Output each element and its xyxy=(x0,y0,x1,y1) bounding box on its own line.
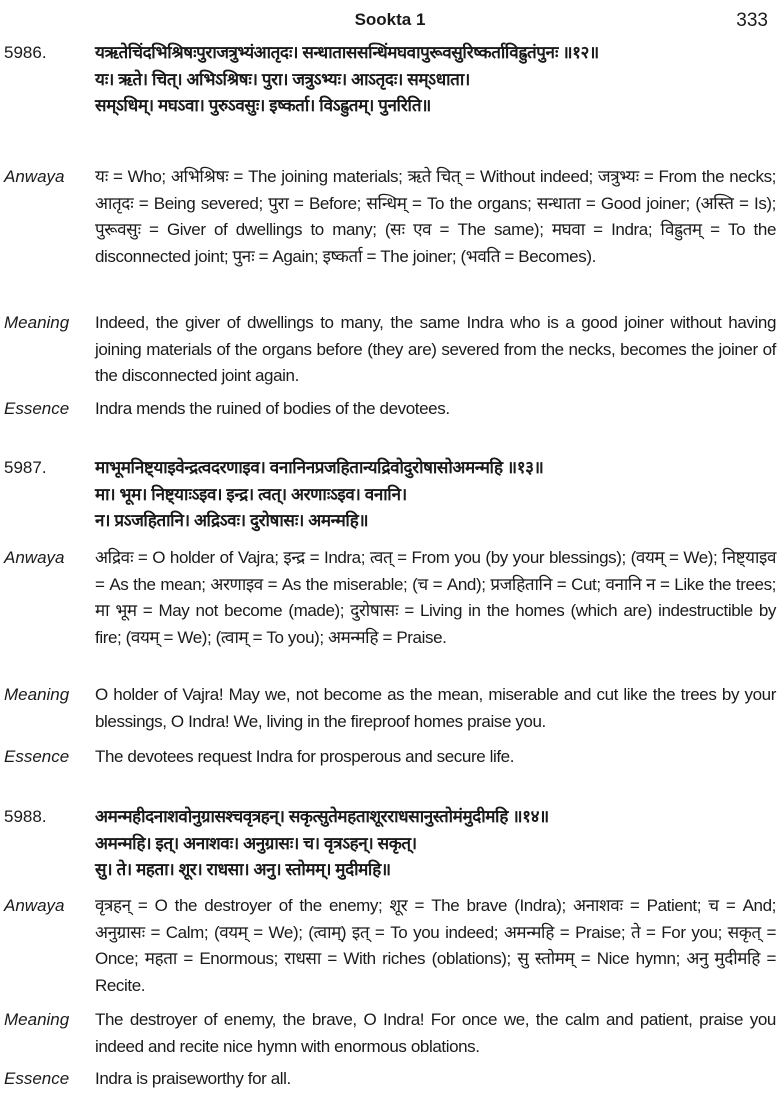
verse-number: 5987. xyxy=(4,458,47,477)
verse-5986-essence xyxy=(4,396,776,423)
anwaya-label: Anwaya xyxy=(4,167,65,186)
sanskrit-line: सु। ते। महता। शूर। राधसा। अनु। स्तोमम्। मुदीमहि॥ xyxy=(95,860,391,879)
meaning-text: The destroyer of enemy, the brave, O Indra! For once we, the calm and patient, praise you indeed and recite nice hymn with enormous oblations. xyxy=(95,1010,776,1056)
sanskrit-line: न। प्रऽजहितानि। अद्रिऽवः। दुरोषासः। अमन्महि॥ xyxy=(95,511,369,530)
anwaya-text: अद्रिवः = O holder of Vajra; इन्द्र = Indra; त्वत् = From you (by your blessings); (वयम् = We); निष्ट्याइव = As the mean; अरणाइव = As the miserable; (च = And); प्रजहितानि = Cut; वनानि न = Like the trees; मा भूम = May not become (made); दुरोषासः = Living in the homes (which are) indestructible by fire; (वयम् = We); (त्वाम् = To you); अमन्महि = Praise. xyxy=(95,548,776,647)
sanskrit-line: माभूमनिष्ट्याइवेन्द्रत्वदरणाइव। वनानिनप्रजहितान्यद्रिवोदुरोषासोअमन्महि ॥१३॥ xyxy=(95,458,544,477)
verse-5988-essence xyxy=(4,1066,776,1093)
essence-label: Essence xyxy=(4,1069,70,1088)
verse-5988-anwaya xyxy=(4,893,776,999)
verse-5988-meaning xyxy=(4,1007,776,1060)
sanskrit-line: मा। भूम। निष्ट्याःऽइव। इन्द्र। त्वत्। अरणाःऽइव। वनानि। xyxy=(95,484,407,504)
verse-5987-meaning xyxy=(4,682,776,735)
sanskrit-line: सम्ऽधिम्। मघऽवा। पुरुऽवसुः। इष्कर्ता। विऽह्रुतम्। पुनरिति॥ xyxy=(95,96,431,115)
verse-5987-essence xyxy=(4,744,776,771)
meaning-text: Indeed, the giver of dwellings to many, the same Indra who is a good joiner without having joining materials of the organs before (they are) severed from the necks, becomes the joiner of the disconnected joint again. xyxy=(95,313,776,385)
anwaya-text: वृत्रहन् = O the destroyer of the enemy; शूर = The brave (Indra); अनाशवः = Patient; च = And; अनुग्रासः = Calm; (वयम् = We); (त्वाम्) इत् = To you indeed; अमन्महि = Praise; ते = For you; सकृत् = Once; महता = Enormous; राधसा = With riches (oblations); सु स्तोमम् = Nice hymn; अनु मुदीमहि = Recite. xyxy=(95,896,776,995)
verse-5986-meaning xyxy=(4,310,776,390)
meaning-label: Meaning xyxy=(4,1010,70,1029)
anwaya-text: यः = Who; अभिश्रिषः = The joining materials; ऋते चित् = Without indeed; जत्रुभ्यः = From the necks; आतृदः = Being severed; पुरा = Before; सन्धिम् = To the organs; सन्धाता = Good joiner; (अस्ति = Is); पुरूवसुः = Giver of dwellings to many; (सः एव = The same); मघवा = Indra; विह्रुतम् = To the disconnected joint; पुनः = Again; इष्कर्ता = The joiner; (भवति = Becomes). xyxy=(95,167,776,266)
sanskrit-verse xyxy=(95,40,776,120)
sanskrit-verse xyxy=(95,455,776,535)
essence-text: Indra is praiseworthy for all. xyxy=(95,1069,291,1088)
sanskrit-line: यः। ऋते। चित्। अभिऽश्रिषः। पुरा। जत्रुऽभ्यः। आऽतृदः। सम्ऽधाता। xyxy=(95,69,470,89)
essence-label: Essence xyxy=(4,747,70,766)
anwaya-label: Anwaya xyxy=(4,548,65,567)
verse-5987-anwaya xyxy=(4,545,776,651)
essence-text: The devotees request Indra for prosperous and secure life. xyxy=(95,747,515,766)
essence-label: Essence xyxy=(4,399,70,418)
meaning-label: Meaning xyxy=(4,313,70,332)
verse-5986-text xyxy=(4,40,776,120)
verse-5987-text xyxy=(4,455,776,535)
sanskrit-line: अमन्महि। इत्। अनाशवः। अनुग्रासः। च। वृत्रऽहन्। सकृत्। xyxy=(95,833,417,853)
verse-5986-anwaya xyxy=(4,164,776,270)
meaning-label: Meaning xyxy=(4,685,70,704)
meaning-text: O holder of Vajra! May we, not become as the mean, miserable and cut like the trees by your blessings, O Indra! We, living in the fireproof homes praise you. xyxy=(95,685,776,731)
essence-text: Indra mends the ruined of bodies of the devotees. xyxy=(95,399,450,418)
running-header-title: Sookta 1 xyxy=(354,10,426,29)
page-number: 333 xyxy=(736,10,768,31)
verse-5988-text xyxy=(4,804,776,884)
sanskrit-verse xyxy=(95,804,776,884)
sanskrit-line: अमन्महीदनाशवोनुग्रासश्चवृत्रहन्। सकृत्सुतेमहताशूरराधसानुस्तोमंमुदीमहि ॥१४॥ xyxy=(95,807,549,826)
sanskrit-line: यऋतेचिंदभिश्रिषःपुराजत्रुभ्यंआतृदः। सन्धाताससन्धिंमघवापुरूवसुरिष्कर्ताविह्रुतंपुनः ॥१२॥ xyxy=(95,43,599,62)
verse-number: 5988. xyxy=(4,807,47,826)
verse-number: 5986. xyxy=(4,43,47,62)
anwaya-label: Anwaya xyxy=(4,896,65,915)
